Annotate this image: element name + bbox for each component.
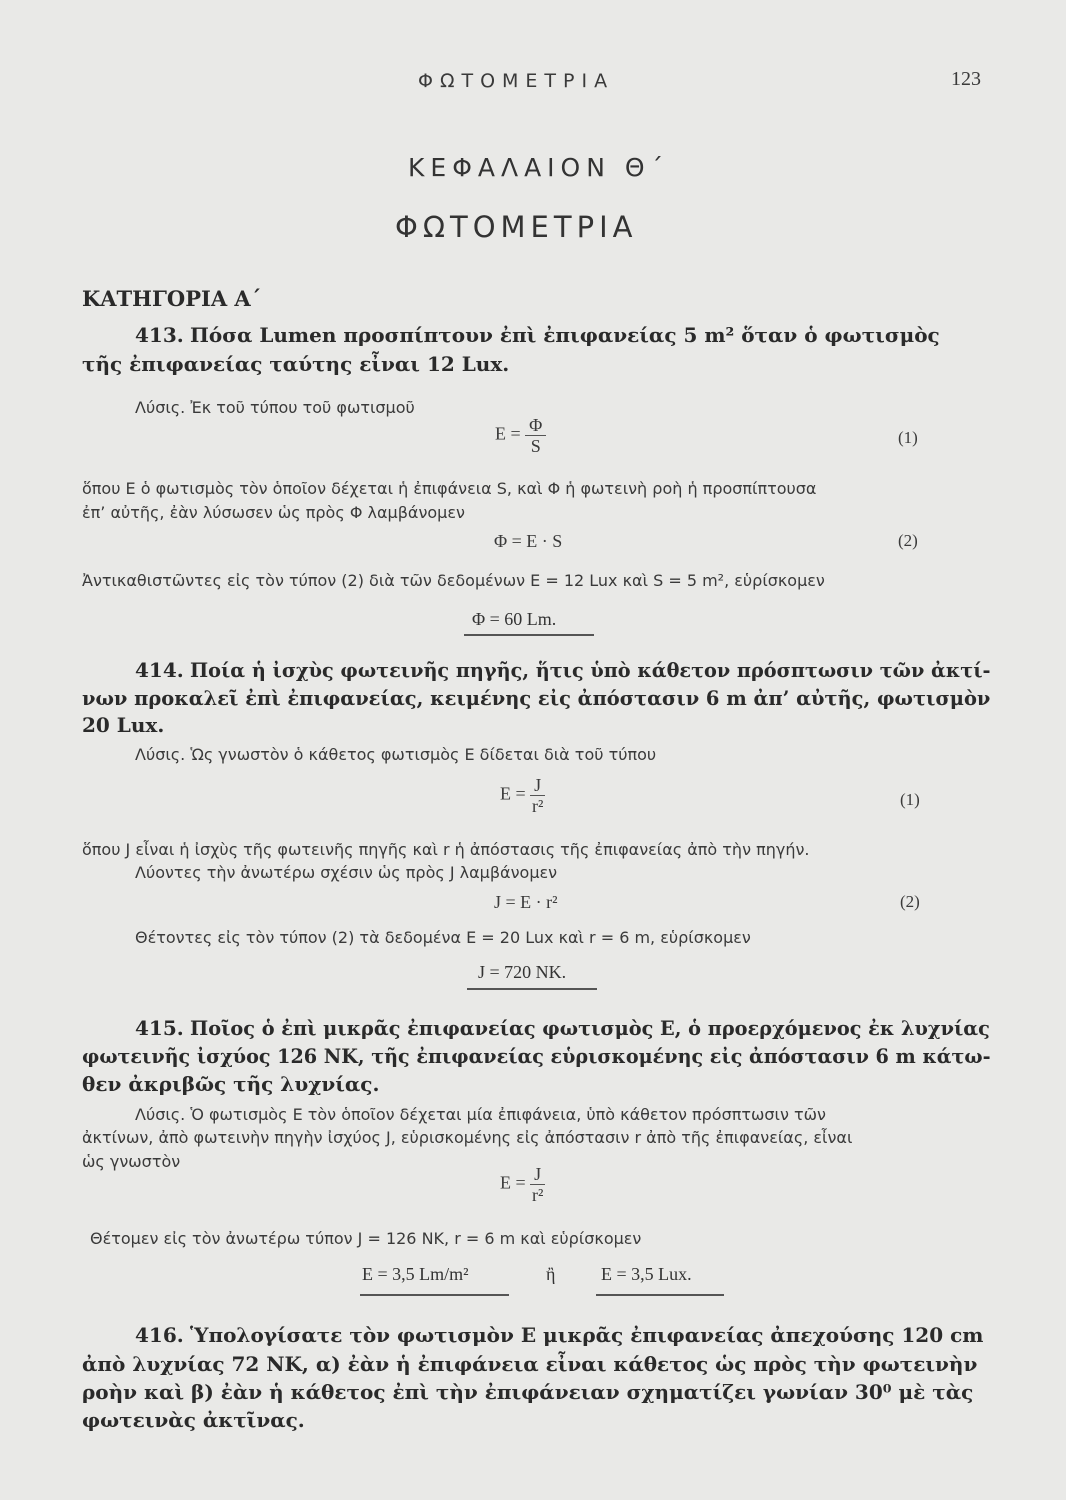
result-415-or: ἢ — [546, 1264, 556, 1284]
solution-413-where1: ὅπου Ε ὁ φωτισμὸς τὸν ὁποῖον δέχεται ἡ ἐπιφάνεια S, καὶ Φ ἡ φωτεινὴ ροὴ ἡ προσπίπτουσα — [82, 479, 817, 498]
solution-413-intro: Λύσις. Ἐκ τοῦ τύπου τοῦ φωτισμοῦ — [135, 398, 415, 417]
equation-415-1: E = $\frac{J}{\text{r²}}$ — [500, 1164, 544, 1205]
solution-415-substitution: Θέτομεν εἰς τὸν ἀνωτέρω τύπον J = 126 NK, r = 6 m καὶ εὑρίσκομεν — [90, 1229, 642, 1248]
equation-414-2-tag: (2) — [900, 892, 920, 911]
solution-415-line2: ἀκτίνων, ἀπὸ φωτεινὴν πηγὴν ἰσχύος J, εὑρισκομένης εἰς ἀπόστασιν r ἀπὸ τῆς ἐπιφανείας, εἶναι — [82, 1128, 853, 1147]
result-415-b: E = 3,5 Lux. — [601, 1264, 692, 1284]
solution-413-substitution: Ἀντικαθιστῶντες εἰς τὸν τύπον (2) διὰ τῶν δεδομένων Ε = 12 Lux καὶ S = 5 m², εὑρίσκομεν — [82, 571, 825, 590]
chapter-label: ΚΕΦΑΛΑΙΟΝ Θ΄ — [408, 153, 670, 182]
solution-415-line1: Λύσις. Ὁ φωτισμὸς Ε τὸν ὁποῖον δέχεται μία ἐπιφάνεια, ὑπὸ κάθετον πρόσπτωσιν τῶν — [135, 1105, 826, 1124]
problem-414-number: 414. — [135, 658, 184, 682]
solution-414-substitution: Θέτοντες εἰς τὸν τύπον (2) τὰ δεδομένα Ε = 20 Lux καὶ r = 6 m, εὑρίσκομεν — [135, 928, 751, 947]
result-415-a: E = 3,5 Lm/m² — [362, 1264, 469, 1284]
problem-413-line1: 413. — [135, 323, 184, 347]
result-413-underline — [464, 634, 594, 636]
equation-414-1-tag: (1) — [900, 790, 920, 809]
category-heading: ΚΑΤΗΓΟΡΙΑ Α΄ — [82, 286, 262, 311]
page-number: 123 — [951, 68, 981, 90]
problem-416-number: 416. — [135, 1323, 184, 1347]
result-413: Φ = 60 Lm. — [472, 609, 557, 629]
problem-415-number: 415. — [135, 1016, 184, 1040]
problem-415-text3: θεν ἀκριβῶς τῆς λυχνίας. — [82, 1072, 380, 1096]
problem-416-text1: Ὑπολογίσατε τὸν φωτισμὸν Ε μικρᾶς ἐπιφανείας ἀπεχούσης 120 cm — [190, 1323, 984, 1347]
problem-414-text1: Ποία ἡ ἰσχὺς φωτεινῆς πηγῆς, ἥτις ὑπὸ κάθετον πρόσπτωσιν τῶν ἀκτί- — [190, 658, 991, 682]
problem-413-text1: Πόσα Lumen προσπίπτουν ἐπὶ ἐπιφανείας 5 m² ὅταν ὁ φωτισμὸς — [190, 323, 940, 347]
problem-416-text3: ροὴν καὶ β) ἐὰν ἡ κάθετος ἐπὶ τὴν ἐπιφάνειαν σχηματίζει γωνίαν 30⁰ μὲ τὰς — [82, 1380, 974, 1404]
solution-413-where2: ἐπ’ αὐτῆς, ἐὰν λύσωσεν ὡς πρὸς Φ λαμβάνομεν — [82, 503, 465, 522]
solution-415-line3: ὡς γνωστὸν — [82, 1152, 181, 1171]
solution-414-where1: ὅπου J εἶναι ἡ ἰσχὺς τῆς φωτεινῆς πηγῆς καὶ r ἡ ἀπόστασις τῆς ἐπιφανείας ἀπὸ τὴν πηγήν. — [82, 840, 810, 859]
problem-415-text2: φωτεινῆς ἰσχύος 126 ΝΚ, τῆς ἐπιφανείας εὑρισκομένης εἰς ἀπόστασιν 6 m κάτω- — [82, 1044, 991, 1068]
result-415-b-underline — [596, 1294, 724, 1296]
running-title: ΦΩΤΟΜΕΤΡΙΑ — [418, 70, 615, 92]
result-414: J = 720 NK. — [478, 962, 567, 982]
problem-415-text1: Ποῖος ὁ ἐπὶ μικρᾶς ἐπιφανείας φωτισμὸς Ε, ὁ προερχόμενος ἐκ λυχνίας — [190, 1016, 990, 1040]
problem-416-text4: φωτεινὰς ἀκτῖνας. — [82, 1408, 305, 1432]
equation-414-1: E = $\frac{J}{\text{r²}}$ — [500, 775, 544, 816]
equation-413-2: Φ = E · S — [494, 531, 563, 551]
problem-414-text3: 20 Lux. — [82, 713, 165, 737]
equation-413-1-tag: (1) — [898, 428, 918, 447]
equation-413-1: E = $\frac{\Phi}{S}$ — [495, 415, 546, 456]
equation-414-2: J = E · r² — [494, 892, 558, 912]
solution-414-where2: Λύοντες τὴν ἀνωτέρω σχέσιν ὡς πρὸς J λαμβάνομεν — [135, 863, 558, 882]
result-414-underline — [467, 988, 597, 990]
problem-414-text2: νων προκαλεῖ ἐπὶ ἐπιφανείας, κειμένης εἰς ἀπόστασιν 6 m ἀπ’ αὐτῆς, φωτισμὸν — [82, 686, 991, 710]
solution-414-intro: Λύσις. Ὡς γνωστὸν ὁ κάθετος φωτισμὸς Ε δίδεται διὰ τοῦ τύπου — [135, 745, 657, 764]
problem-413-text2: τῆς ἐπιφανείας ταύτης εἶναι 12 Lux. — [82, 352, 510, 376]
problem-416-text2: ἀπὸ λυχνίας 72 ΝΚ, α) ἐὰν ἡ ἐπιφάνεια εἶναι κάθετος ὡς πρὸς τὴν φωτεινὴν — [82, 1352, 978, 1376]
equation-413-2-tag: (2) — [898, 531, 918, 550]
result-415-a-underline — [360, 1294, 509, 1296]
chapter-title: ΦΩΤΟΜΕΤΡΙΑ — [395, 210, 638, 244]
